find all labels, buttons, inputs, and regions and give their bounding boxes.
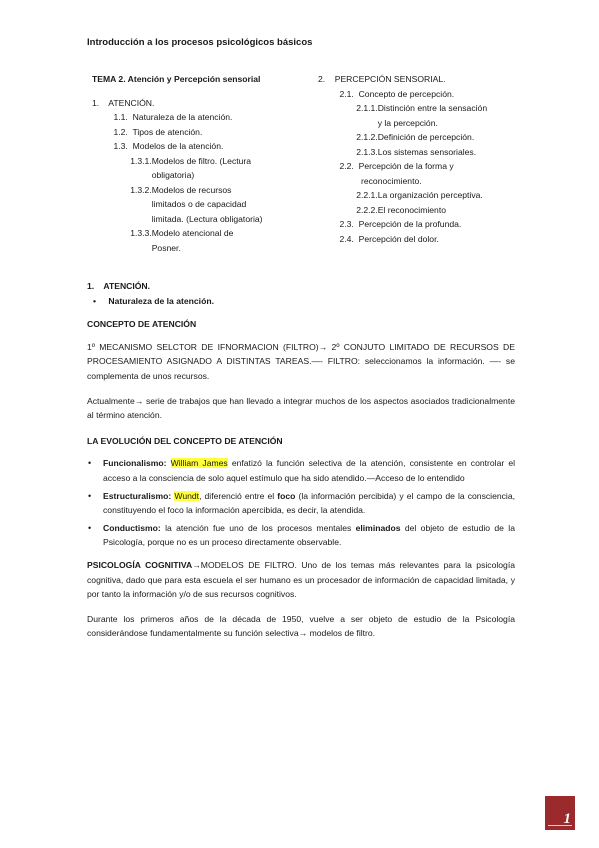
bold-term: eliminados bbox=[355, 522, 401, 533]
toc-item: 2.1.2.Definición de percepción. bbox=[318, 132, 475, 142]
list-item-label: Conductismo: bbox=[103, 522, 161, 533]
actualmente-paragraph: Actualmente→ serie de trabajos que han llevado a integrar muchos de los aspectos asociados tradicionalmente al término atención. bbox=[87, 395, 515, 421]
table-of-contents-left bbox=[92, 72, 302, 255]
toc-item: 2.2. Percepción de la forma y bbox=[318, 161, 454, 171]
list-item-text: del objeto de estudio de la Psicología, porque no es un proceso directamente observable. bbox=[103, 522, 515, 548]
subheading bbox=[87, 294, 515, 309]
toc-item: 2.1. Concepto de percepción. bbox=[318, 88, 455, 99]
toc-item: 1.1. Naturaleza de la atención. bbox=[92, 112, 233, 122]
page-number: 1 bbox=[563, 811, 571, 827]
document-header-title: Introducción a los procesos psicológicos básicos bbox=[87, 37, 313, 48]
bold-term: foco bbox=[277, 490, 296, 501]
toc-item: reconocimiento. bbox=[318, 175, 422, 186]
list-item-text: , diferenció entre el bbox=[199, 490, 278, 501]
toc-item: 1.3.2.Modelos de recursos bbox=[92, 184, 232, 195]
toc-item: limitados o de capacidad bbox=[92, 199, 247, 209]
toc-item: 2.4. Percepción del dolor. bbox=[318, 233, 439, 244]
list-item-text: enfatizó la función selectiva de la atención, consistente en controlar el acceso a la consciencia de solo aquel estímulo que ha sido atendido.—Acceso de lo entendido bbox=[103, 458, 516, 483]
toc-item: 1.2. Tipos de atención. bbox=[92, 126, 203, 137]
durante-paragraph: Durante los primeros años de la década de 1950, vuelve a ser objeto de estudio de la Psicología considerándose fundamentalmente su función selectiva→ modelos de filtro. bbox=[87, 613, 515, 639]
list-item bbox=[87, 521, 515, 550]
list-item-label: Estructuralismo: bbox=[103, 490, 172, 501]
toc-item: Posner. bbox=[92, 242, 181, 253]
page-number-badge bbox=[545, 796, 575, 830]
bullet-icon: • bbox=[93, 295, 97, 306]
evolucion-list bbox=[87, 456, 515, 550]
list-item-label: Funcionalismo: bbox=[103, 458, 167, 469]
toc-item: 1.3.1.Modelos de filtro. (Lectura bbox=[92, 155, 252, 166]
list-item-text: (la información percibida) y el campo de la consciencia, constituyendo el foco la información apercibida, es decir, la atendida. bbox=[103, 490, 516, 516]
psicologia-paragraph bbox=[87, 558, 515, 602]
toc-item: obligatoria) bbox=[92, 170, 195, 180]
bullet-icon: • bbox=[88, 458, 92, 469]
psicologia-text: →MODELOS DE FILTRO. Uno de los temas más relevantes para la psicología cognitiva, dado que para esta escuela el ser humano es un procesador de información de capacidad limitada, y por tanto la información y/o de sus recursos cognitivos. bbox=[87, 559, 515, 600]
toc-item: 2.1.3.Los sistemas sensoriales. bbox=[318, 146, 477, 157]
toc-item: 1.3. Modelos de la atención. bbox=[92, 141, 224, 151]
bullet-icon: • bbox=[88, 490, 92, 501]
highlighted-name: William James bbox=[170, 458, 228, 469]
highlighted-name: Wundt bbox=[174, 490, 200, 501]
toc-item: 1.3.3.Modelo atencional de bbox=[92, 228, 234, 238]
list-item-text: la atención fue uno de los procesos mentales bbox=[160, 522, 356, 533]
toc-item: 1. ATENCIÓN. bbox=[92, 97, 155, 108]
toc-item: 2.2.1.La organización perceptiva. bbox=[318, 190, 483, 200]
toc-item: y la percepción. bbox=[318, 117, 438, 128]
list-item bbox=[87, 489, 515, 518]
toc-item: 2.3. Percepción de la profunda. bbox=[318, 219, 462, 229]
toc-item: 2. PERCEPCIÓN SENSORIAL. bbox=[318, 74, 446, 84]
concepto-paragraph: 1º MECANISMO SELCTOR DE IFNORMACION (FILTRO)→ 2º CONJUTO LIMITADO DE RECURSOS DE PROCESAMIENTO ASIGNADO A DISTINTAS TAREAS.—- FILTRO: seleccionamos la información. —- se complementa de unos recursos. bbox=[87, 341, 515, 381]
document-body bbox=[87, 279, 515, 641]
section-heading: 1. ATENCIÓN. bbox=[87, 281, 151, 291]
toc-item: 2.1.1.Distinción entre la sensación bbox=[318, 103, 488, 113]
toc-title: TEMA 2. Atención y Percepción sensorial bbox=[92, 74, 261, 84]
bullet-icon: • bbox=[88, 522, 92, 533]
psicologia-label: PSICOLOGÍA COGNITIVA bbox=[87, 559, 193, 570]
toc-item: 2.2.2.El reconocimiento bbox=[318, 204, 447, 215]
list-item bbox=[87, 456, 515, 485]
table-of-contents-right bbox=[318, 72, 528, 246]
subheading-text: Naturaleza de la atención. bbox=[108, 295, 214, 306]
concepto-heading: CONCEPTO DE ATENCIÓN bbox=[87, 319, 197, 330]
evolucion-heading: LA EVOLUCIÓN DEL CONCEPTO DE ATENCIÓN bbox=[87, 435, 283, 446]
toc-item: limitada. (Lectura obligatoria) bbox=[92, 213, 263, 224]
